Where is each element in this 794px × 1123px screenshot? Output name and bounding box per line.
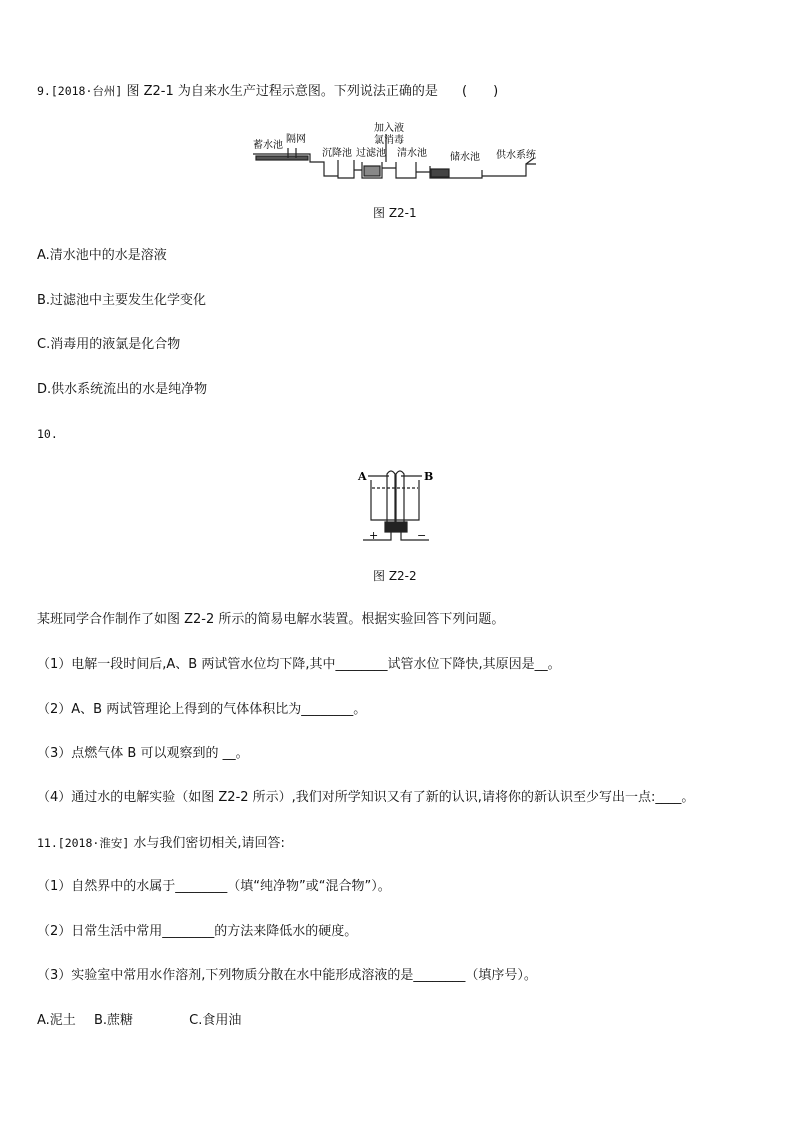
q9-option-d: D.供水系统流出的水是纯净物 [37,382,208,397]
sedimentation-shape [338,160,354,178]
q11-stem-line [37,834,285,853]
q9-paren: ( ) [462,84,499,99]
label-filter-pool: 过滤池 [356,148,386,159]
q9-option-b: B.过滤池中主要发生化学变化 [37,293,207,308]
q10-part-3: （3）点燃气体 B 可以观察到的 __。 [37,746,249,761]
q11-number: 11. [37,836,58,850]
q9-option-c: C.消毒用的液氯是化合物 [37,337,181,352]
label-reserve-pool: 储水池 [450,152,480,163]
q9-stem: 图 Z2-1 为自来水生产过程示意图。下列说法正确的是 [126,84,438,99]
filter-bed [364,166,380,176]
test-tube-a [387,471,395,522]
q9-option-a: A.清水池中的水是溶液 [37,248,167,263]
storage-water [256,156,308,160]
electrolysis-apparatus [355,462,435,548]
q10-number: 10. [37,427,58,441]
label-supply-system: 供水系统 [496,150,536,161]
q11-source: [2018·淮安] [57,836,130,850]
label-screen: 隔网 [286,134,306,145]
reserve-water [431,169,449,177]
figure-z2-2-caption: 图 Z2-2 [373,569,417,583]
label-tube-b: B [424,470,434,483]
figure-z2-1 [250,118,550,188]
q9-source: [2018·台州] [50,84,123,98]
label-add-chlorine-1: 加入液 [374,123,404,134]
q11-option-b: B.蔗糖 [93,1013,134,1028]
q9-number: 9. [37,84,51,98]
q10-part-2: （2）A、B 两试管理论上得到的气体体积比为________。 [37,702,367,717]
label-negative: − [417,529,427,542]
q11-stem: 水与我们密切相关,请回答: [133,836,285,851]
q10-intro: 某班同学合作制作了如图 Z2-2 所示的简易电解水装置。根据实验回答下列问题。 [37,612,505,627]
q9-stem-line [37,82,498,101]
test-tube-b [396,471,404,522]
q11-part-2: （2）日常生活中常用________的方法来降低水的硬度。 [37,924,358,939]
q10-part-4: （4）通过水的电解实验（如图 Z2-2 所示）,我们对所学知识又有了新的认识,请将你的新认识至少写出一点:____。 [37,790,695,805]
label-storage-pool: 蓄水池 [253,140,283,151]
clear-pool-shape [382,162,416,178]
electrode-base [385,522,407,532]
label-add-chlorine-2: 氯消毒 [374,135,404,146]
supply-pipe [482,164,536,176]
figure-z2-2 [355,462,435,548]
water-treatment-diagram [250,118,550,188]
label-positive: + [369,529,379,542]
q11-option-c: C.食用油 [189,1013,242,1028]
q11-options [37,1012,241,1030]
q11-option-a: A.泥土 [37,1013,76,1028]
figure-z2-1-caption: 图 Z2-1 [373,206,417,220]
q11-part-3: （3）实验室中常用水作溶剂,下列物质分散在水中能形成溶液的是________（填序号）。 [37,968,537,983]
q11-part-1: （1）自然界中的水属于________（填“纯净物”或“混合物”）。 [37,879,391,894]
label-clear-pool: 清水池 [397,148,427,159]
q10-part-1: （1）电解一段时间后,A、B 两试管水位均下降,其中________试管水位下降快,其原因是__。 [37,657,561,672]
label-tube-a: A [358,470,367,483]
label-sedimentation-pool: 沉降池 [322,148,352,159]
